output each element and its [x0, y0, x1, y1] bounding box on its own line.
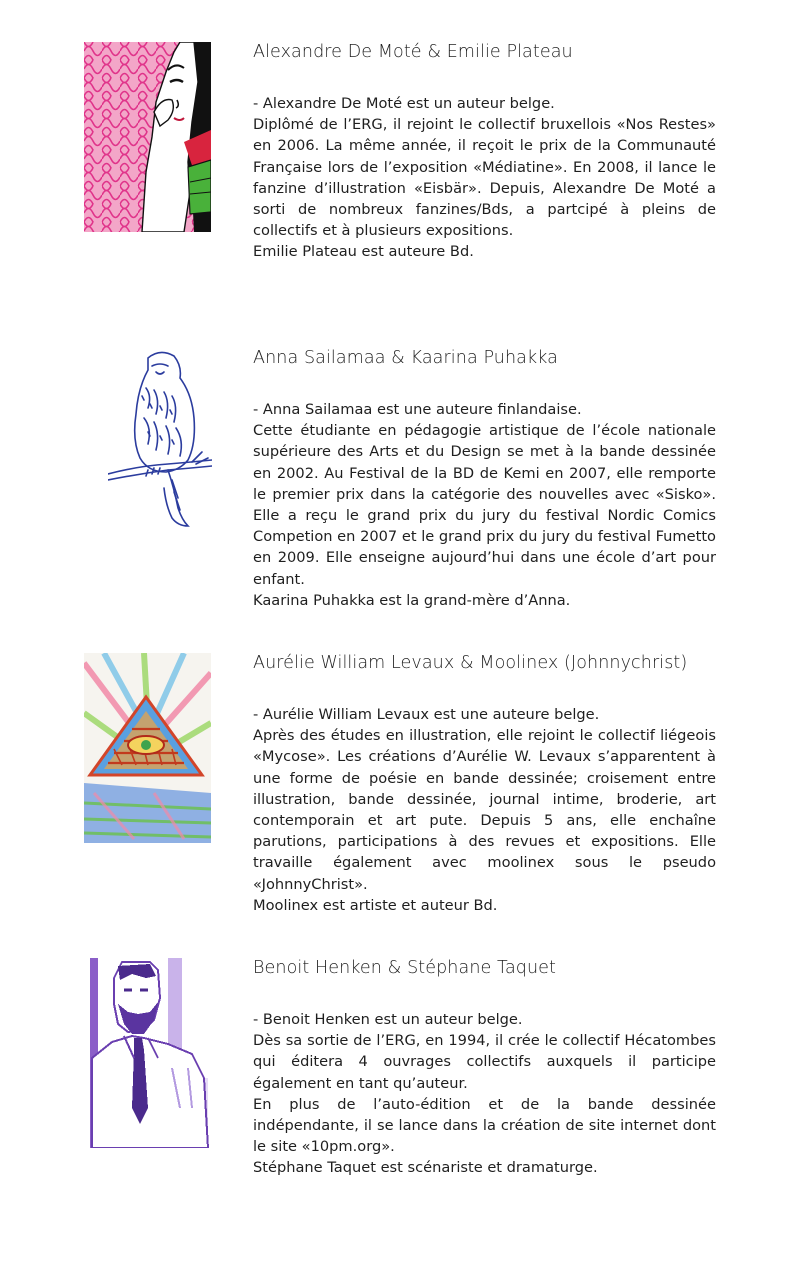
entry-paragraph: Après des études en illustration, elle rejoint le collectif liégeois «Mycose». Les créations d’Aurélie W. Levaux s’apparentent à une forme de poésie en bande dessinée; croisement entre illustration, bande dessinée, journal intime, broderie, art contemporain et art pute. Depuis 5 ans, elle enchaîne parutions, participations à des revues et expositions. Elle travaille également avec moolinex sous le pseudo «JohnnyChrist». [253, 727, 716, 893]
entry-text [253, 399, 716, 611]
entry-paragraph: Kaarina Puhakka est la grand-mère d’Anna. [253, 591, 571, 609]
entry-title: Benoit Henken & Stéphane Taquet [253, 958, 556, 978]
woman-face-illustration-icon [84, 42, 211, 232]
entry-de-mote-plateau [0, 42, 800, 272]
entry-paragraph: Stéphane Taquet est scénariste et dramaturge. [253, 1159, 598, 1177]
entry-paragraph: - Benoit Henken est un auteur belge. [253, 1011, 523, 1028]
entry-henken-taquet [0, 958, 800, 1198]
entry-paragraph: En plus de l’auto-édition et de la bande dessinée indépendante, il se lance dans la création de site internet dont le site «10pm.org». [253, 1095, 716, 1156]
owl-drawing-icon [108, 348, 212, 530]
entry-paragraph: Emilie Plateau est auteure Bd. [253, 243, 474, 261]
entry-paragraph: - Anna Sailamaa est une auteure finlandaise. [253, 401, 582, 418]
entry-paragraph: Moolinex est artiste et auteur Bd. [253, 896, 498, 914]
entry-levaux-moolinex [0, 653, 800, 914]
entry-title: Anna Sailamaa & Kaarina Puhakka [253, 348, 558, 368]
entry-title: Aurélie William Levaux & Moolinex (Johnnychrist) [253, 653, 688, 673]
pixel-man-illustration-icon [88, 958, 212, 1148]
entry-paragraph: Cette étudiante en pédagogie artistique de l’école nationale supérieure des Arts et du Design se met à la bande dessinée en 2002. Au Festival de la BD de Kemi en 2007, elle remporte le premier prix dans la catégorie des nouvelles avec «Sisko». Elle a reçu le grand prix du jury du festival Nordic Comics Competion en 2007 et le grand prix du jury du festival Fumetto en 2009. Elle enseigne aujourd’hui dans une école d’art pour enfant. [253, 422, 716, 588]
triangle-eye-drawing-icon [84, 653, 211, 843]
entry-paragraph: - Aurélie William Levaux est une auteure belge. [253, 706, 600, 723]
entry-text [253, 704, 716, 916]
entry-text [253, 1009, 716, 1179]
entry-text [253, 93, 716, 263]
entry-paragraph: Dès sa sortie de l’ERG, en 1994, il crée le collectif Hécatombes qui éditera 4 ouvrages collectifs auxquels il participe également en tant qu’auteur. [253, 1032, 716, 1092]
entry-sailamaa-puhakka [0, 348, 800, 608]
entry-paragraph: - Alexandre De Moté est un auteur belge. [253, 95, 555, 112]
entry-title: Alexandre De Moté & Emilie Plateau [253, 42, 573, 62]
entry-paragraph: Diplômé de l’ERG, il rejoint le collectif bruxellois «Nos Restes» en 2006. La même année, il reçoit le prix de la Communauté Française lors de l’exposition «Médiatine». En 2008, il lance le fanzine d’illustration «Eisbär». Depuis, Alexandre De Moté a sorti de nombreux fanzines/Bds, a partcipé à pleins de collectifs et à plusieurs expositions. [253, 116, 716, 240]
